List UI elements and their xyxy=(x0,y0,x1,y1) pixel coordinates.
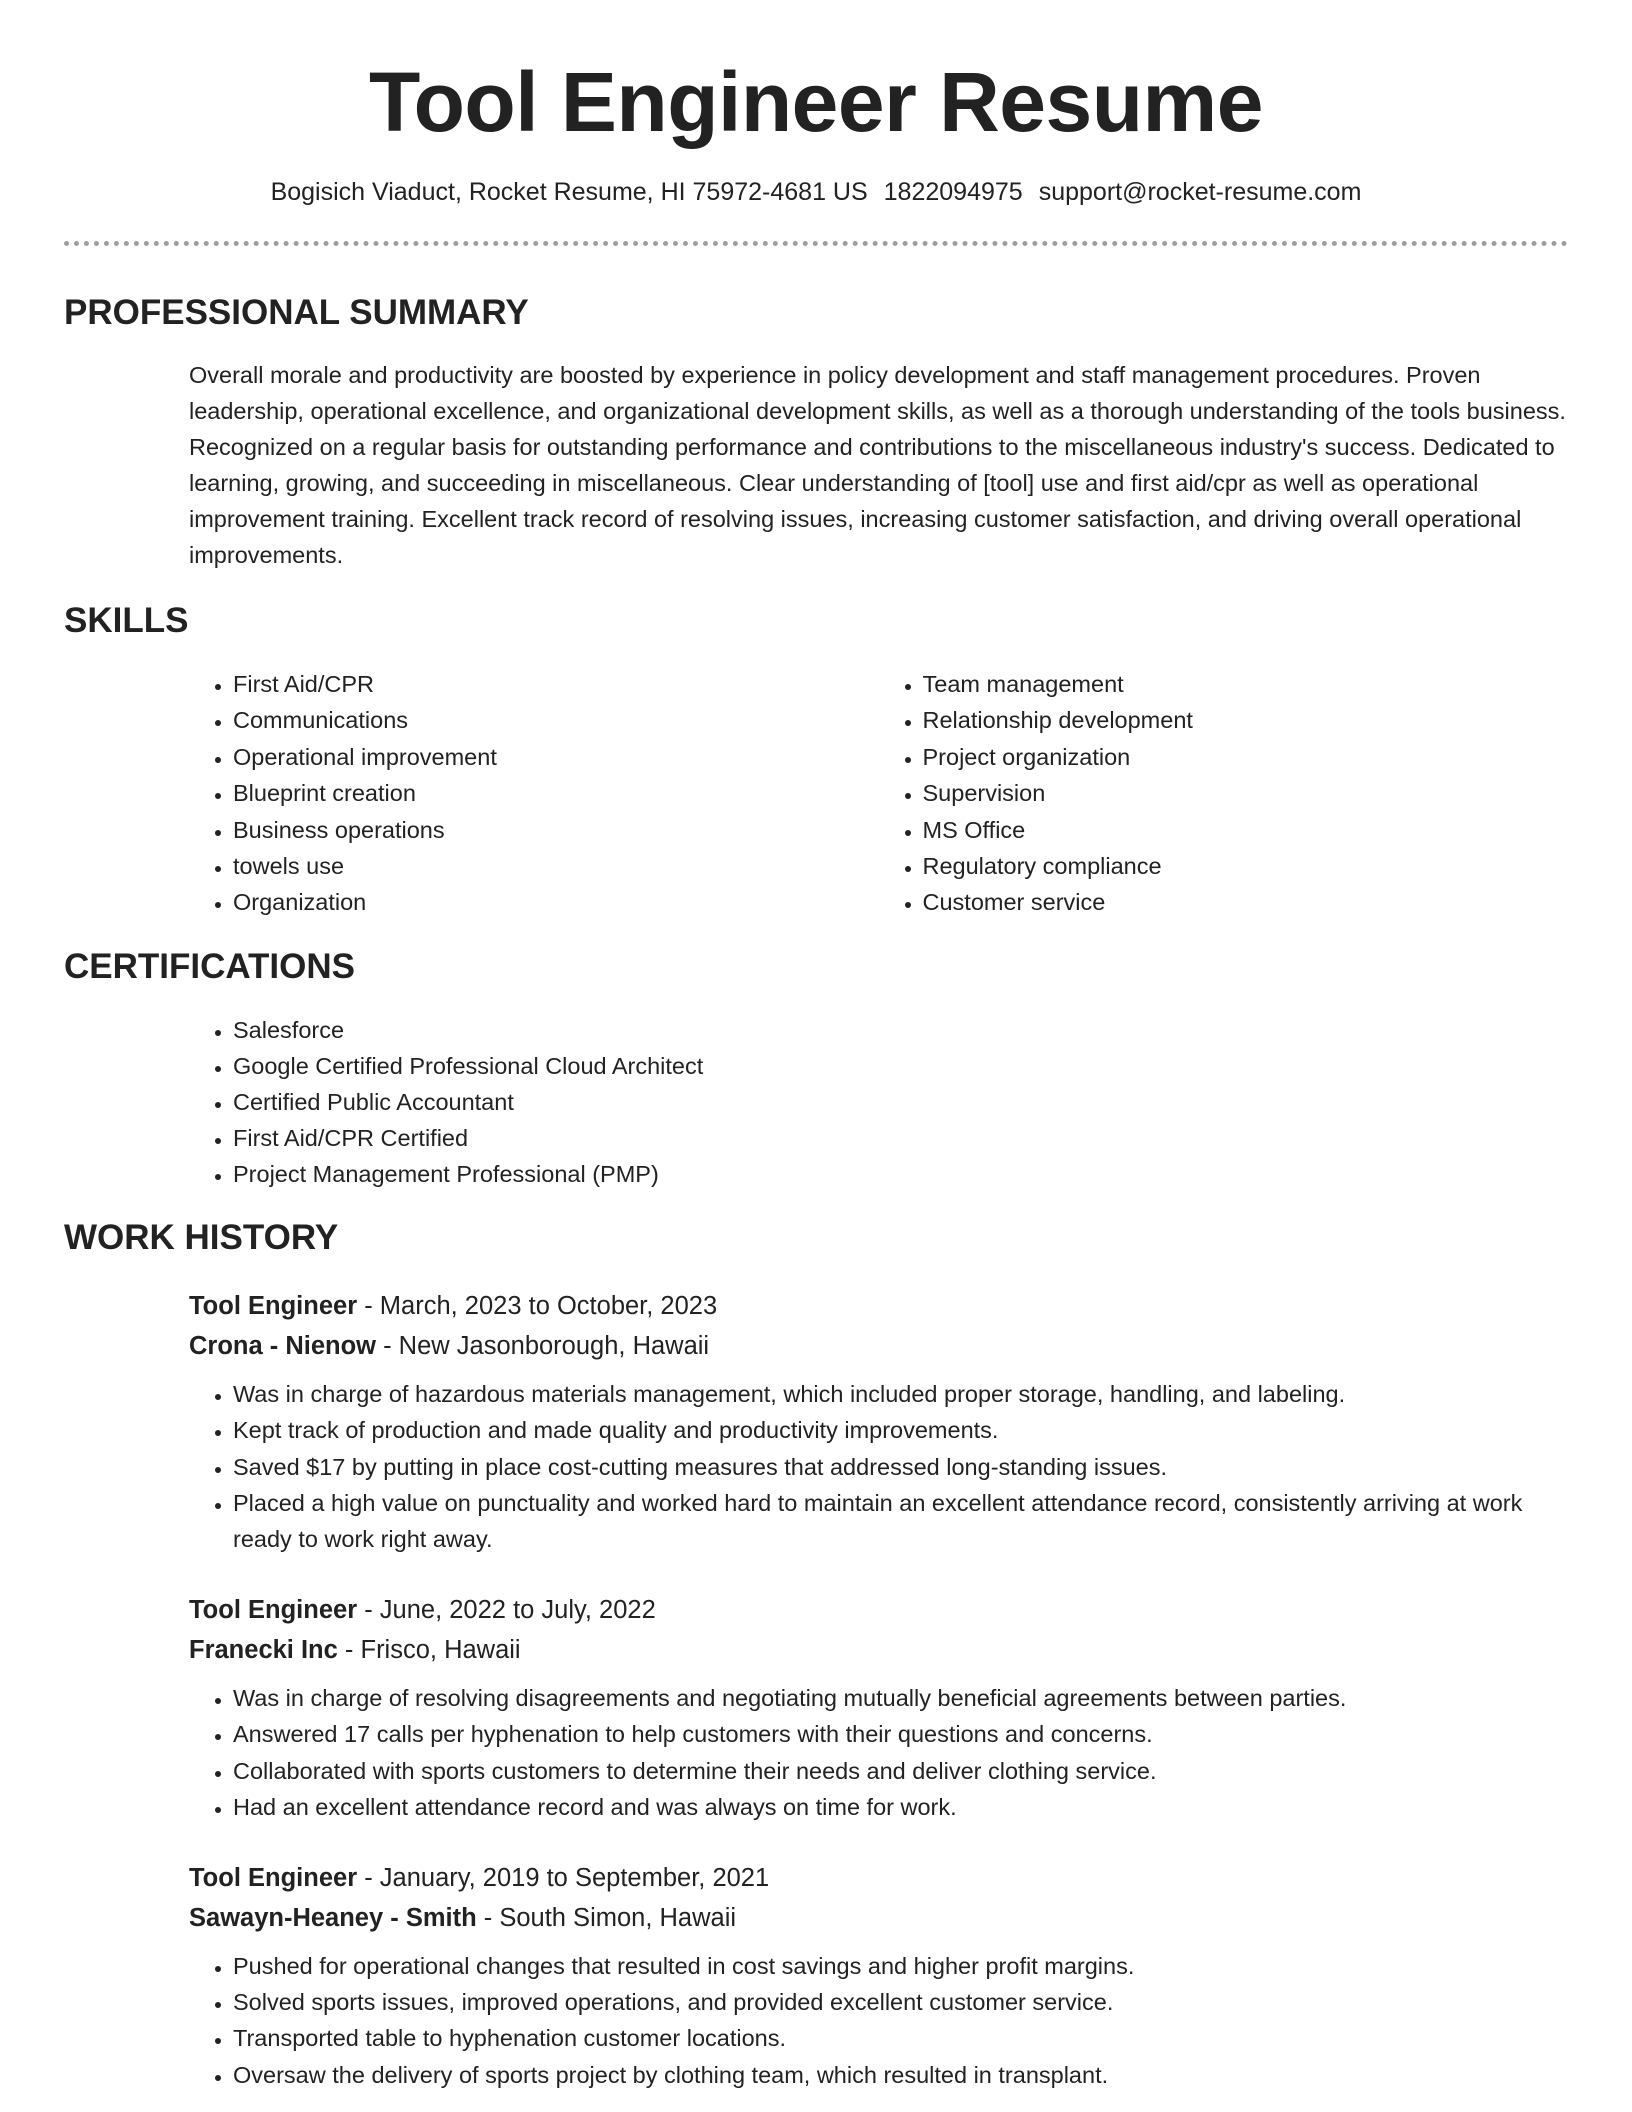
summary-heading: PROFESSIONAL SUMMARY xyxy=(64,293,529,332)
skill-item: • Operational improvement xyxy=(233,739,879,775)
job-company: Sawayn-Heaney - Smith xyxy=(189,1903,477,1932)
skill-item: • Relationship development xyxy=(923,702,1569,738)
job-title-line xyxy=(189,1286,1568,1326)
skills-heading: SKILLS xyxy=(64,601,189,640)
skills-list-right xyxy=(879,666,1569,921)
skill-item: • towels use xyxy=(233,848,879,884)
certifications-heading: CERTIFICATIONS xyxy=(64,946,356,986)
job-bullet: • Answered 17 calls per hyphenation to help customers with their questions and concerns. xyxy=(233,1716,1568,1752)
job-bullet: • Had an excellent attendance record and was always on time for work. xyxy=(233,1789,1568,1825)
job-title-line xyxy=(189,1858,1568,1898)
contact-phone: 1822094975 xyxy=(883,178,1023,206)
skill-item: • Team management xyxy=(923,666,1569,702)
job-location: - Frisco, Hawaii xyxy=(337,1635,521,1664)
skills-list-left xyxy=(189,666,879,921)
job-location: - New Jasonborough, Hawaii xyxy=(376,1331,710,1360)
skill-item: • Communications xyxy=(233,702,879,738)
job-bullet: • Placed a high value on punctuality and worked hard to maintain an excellent attendance record, consistently arriving at work ready to work right away. xyxy=(233,1485,1568,1558)
job-company-line xyxy=(189,1630,1568,1670)
job-entry xyxy=(189,1858,1568,2094)
job-dates: - June, 2022 to July, 2022 xyxy=(357,1595,656,1624)
job-entry xyxy=(189,1286,1568,1558)
certification-item: • First Aid/CPR Certified xyxy=(233,1120,1568,1156)
skill-item: • Project organization xyxy=(923,739,1569,775)
job-company: Crona - Nienow xyxy=(189,1331,377,1360)
certification-item: • Certified Public Accountant xyxy=(233,1084,1568,1120)
summary-text: Overall morale and productivity are boosted by experience in policy development and staff management procedures. Proven leadership, operational excellence, and organizational development skills, as well as a thorough understanding of the tools business. Recognized on a regular basis for outstanding performance and contributions to the miscellaneous industry's success. Dedicated to learning, growing, and succeeding in miscellaneous. Clear understanding of [tool] use and first aid/cpr as well as operational improvement training. Excellent track record of resolving issues, increasing customer satisfaction, and driving overall operational improvements. xyxy=(189,362,1566,568)
work-history-heading: WORK HISTORY xyxy=(64,1217,339,1257)
contact-email: support@rocket-resume.com xyxy=(1038,178,1362,206)
job-bullets xyxy=(189,1376,1568,1558)
certification-item: • Google Certified Professional Cloud Architect xyxy=(233,1048,1568,1084)
contact-line xyxy=(64,178,1568,207)
skills-columns xyxy=(189,666,1568,921)
resume-title: Tool Engineer Resume xyxy=(369,55,1263,149)
job-company-line xyxy=(189,1326,1568,1366)
job-title: Tool Engineer xyxy=(189,1291,358,1320)
skill-item: • Blueprint creation xyxy=(233,775,879,811)
job-title: Tool Engineer xyxy=(189,1863,358,1892)
job-bullet: • Pushed for operational changes that resulted in cost savings and higher profit margins. xyxy=(233,1948,1568,1984)
job-company: Franecki Inc xyxy=(189,1635,338,1664)
job-dates: - January, 2019 to September, 2021 xyxy=(357,1863,770,1892)
certifications-list xyxy=(189,1012,1568,1192)
job-bullet: • Saved $17 by putting in place cost-cutting measures that addressed long-standing issues. xyxy=(233,1449,1568,1485)
job-location: - South Simon, Hawaii xyxy=(476,1903,737,1932)
skill-item: • Supervision xyxy=(923,775,1569,811)
job-bullet: • Collaborated with sports customers to determine their needs and deliver clothing service. xyxy=(233,1753,1568,1789)
skill-item: • First Aid/CPR xyxy=(233,666,879,702)
job-bullet: • Was in charge of hazardous materials management, which included proper storage, handling, and labeling. xyxy=(233,1376,1568,1412)
job-entry xyxy=(189,1590,1568,1826)
job-bullet: • Oversaw the delivery of sports project by clothing team, which resulted in transplant. xyxy=(233,2057,1568,2093)
header-divider xyxy=(64,241,1568,246)
job-bullets xyxy=(189,1680,1568,1826)
skill-item: • Business operations xyxy=(233,812,879,848)
contact-address: Bogisich Viaduct, Rocket Resume, HI 75972-4681 US xyxy=(270,178,868,206)
job-title: Tool Engineer xyxy=(189,1595,358,1624)
skill-item: • Customer service xyxy=(923,884,1569,920)
certification-item: • Project Management Professional (PMP) xyxy=(233,1156,1568,1192)
job-bullet: • Transported table to hyphenation customer locations. xyxy=(233,2020,1568,2056)
job-company-line xyxy=(189,1898,1568,1938)
skill-item: • Regulatory compliance xyxy=(923,848,1569,884)
job-bullets xyxy=(189,1948,1568,2094)
job-dates: - March, 2023 to October, 2023 xyxy=(357,1291,718,1320)
job-bullet: • Kept track of production and made quality and productivity improvements. xyxy=(233,1412,1568,1448)
job-bullet: • Was in charge of resolving disagreements and negotiating mutually beneficial agreements between parties. xyxy=(233,1680,1568,1716)
job-bullet: • Solved sports issues, improved operations, and provided excellent customer service. xyxy=(233,1984,1568,2020)
skill-item: • MS Office xyxy=(923,812,1569,848)
certification-item: • Salesforce xyxy=(233,1012,1568,1048)
job-title-line xyxy=(189,1590,1568,1630)
skill-item: • Organization xyxy=(233,884,879,920)
